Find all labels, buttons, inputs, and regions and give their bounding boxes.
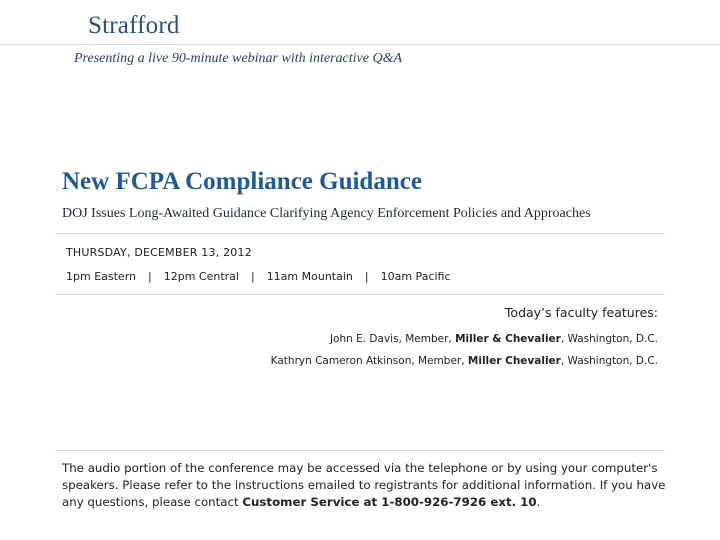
time-eastern: 1pm Eastern	[66, 270, 136, 283]
section-divider	[55, 233, 665, 234]
event-times	[66, 270, 451, 283]
webinar-tagline: Presenting a live 90-minute webinar with interactive Q&A	[74, 51, 403, 66]
time-mountain: 11am Mountain	[266, 270, 353, 283]
section-divider	[55, 450, 665, 451]
time-central: 12pm Central	[163, 270, 239, 283]
time-pacific: 10am Pacific	[380, 270, 451, 283]
customer-service-contact: Customer Service at 1-800-926-7926 ext. 10	[242, 495, 537, 509]
time-separator: |	[148, 270, 152, 283]
page-subtitle: DOJ Issues Long-Awaited Guidance Clarifying Agency Enforcement Policies and Approaches	[62, 206, 591, 221]
event-date: THURSDAY, DECEMBER 13, 2012	[66, 246, 252, 259]
instructions-text: The audio portion of the conference may be accessed via the telephone or by using your computer's speakers. Please refer to the instructions emailed to registrants for additional information. If you have any questions, please contact	[62, 461, 666, 509]
faculty-firm: Miller Chevalier	[467, 355, 561, 367]
section-divider	[55, 294, 665, 295]
header-divider	[0, 44, 720, 45]
time-separator: |	[364, 270, 369, 283]
page-title: New FCPA Compliance Guidance	[62, 168, 422, 195]
time-separator: |	[250, 270, 255, 283]
faculty-member	[330, 333, 658, 345]
instructions-end: .	[536, 495, 541, 509]
faculty-firm: Miller & Chevalier	[455, 333, 561, 345]
faculty-member	[271, 355, 658, 367]
faculty-location: , Washington, D.C.	[560, 333, 658, 345]
faculty-heading: Today’s faculty features:	[504, 305, 658, 320]
audio-instructions	[62, 460, 682, 511]
faculty-name: Kathryn Cameron Atkinson, Member,	[270, 355, 468, 367]
faculty-location: , Washington, D.C.	[560, 355, 658, 367]
faculty-name: John E. Davis, Member,	[329, 333, 456, 345]
strafford-logo: Strafford	[88, 12, 180, 39]
